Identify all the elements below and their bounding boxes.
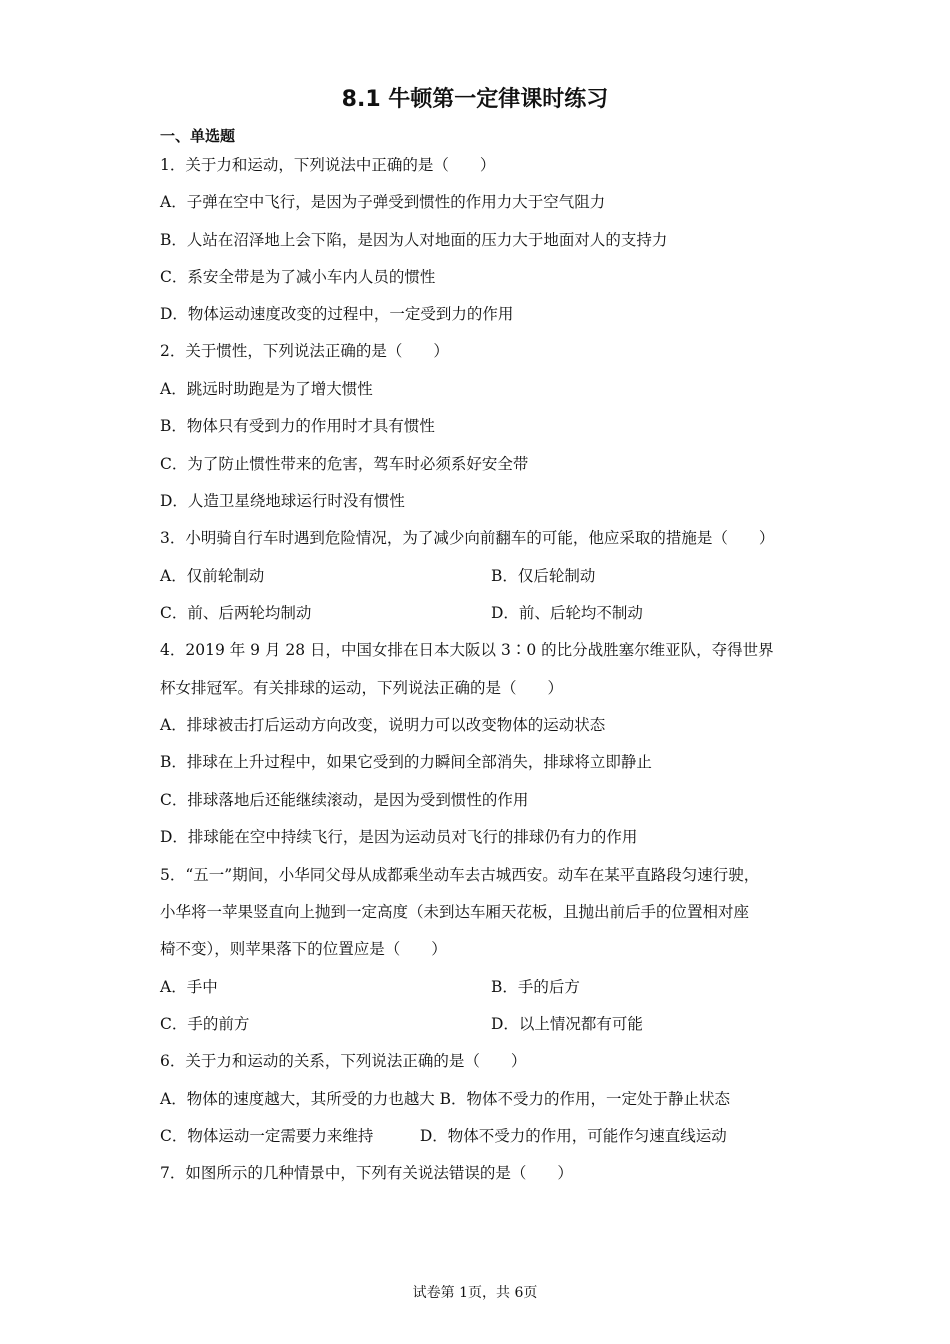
question-3: 3．小明骑自行车时遇到危险情况，为了减少向前翻车的可能，他应采取的措施是（ ） [160,529,775,547]
q1-option-b: B．人站在沼泽地上会下陷，是因为人对地面的压力大于地面对人的支持力 [160,231,668,249]
q2-option-a: A．跳远时助跑是为了增大惯性 [160,380,373,398]
q3-option-c: C．前、后两轮均制动 [160,604,312,622]
question-4-line-2: 杯女排冠军。有关排球的运动，下列说法正确的是（ ） [160,679,564,697]
q2-option-c: C．为了防止惯性带来的危害，驾车时必须系好安全带 [160,455,529,473]
q6-options-cd: C．物体运动一定需要力来维持 D．物体不受力的作用，可能作匀速直线运动 [160,1127,727,1145]
q3-option-b: B．仅后轮制动 [491,567,596,585]
q5-option-d: D．以上情况都有可能 [491,1015,643,1033]
q4-option-b: B．排球在上升过程中，如果它受到的力瞬间全部消失，排球将立即静止 [160,753,652,771]
section-heading: 一、单选题 [160,127,236,145]
question-1: 1．关于力和运动，下列说法中正确的是（ ） [160,156,496,174]
q6-options-ab: A．物体的速度越大，其所受的力也越大 B．物体不受力的作用，一定处于静止状态 [160,1090,731,1108]
question-5-line-1: 5．“五一”期间，小华同父母从成都乘坐动车去古城西安。动车在某平直路段匀速行驶， [160,866,760,884]
question-2: 2．关于惯性，下列说法正确的是（ ） [160,342,449,360]
q1-option-a: A．子弹在空中飞行，是因为子弹受到惯性的作用力大于空气阻力 [160,193,606,211]
page-footer: 试卷第 1页，共 6页 [412,1285,538,1301]
q1-option-c: C．系安全带是为了减小车内人员的惯性 [160,268,436,286]
page-title: 8.1 牛顿第一定律课时练习 [341,87,609,112]
question-6: 6．关于力和运动的关系，下列说法正确的是（ ） [160,1052,527,1070]
q4-option-c: C．排球落地后还能继续滚动，是因为受到惯性的作用 [160,791,529,809]
q5-option-c: C．手的前方 [160,1015,250,1033]
q3-option-a: A．仅前轮制动 [160,567,265,585]
q4-option-a: A．排球被击打后运动方向改变，说明力可以改变物体的运动状态 [160,716,606,734]
q5-option-b: B．手的后方 [491,978,580,996]
question-5-line-2: 小华将一苹果竖直向上抛到一定高度（未到达车厢天花板，且抛出前后手的位置相对座 [160,903,750,921]
q4-option-d: D．排球能在空中持续飞行，是因为运动员对飞行的排球仍有力的作用 [160,828,638,846]
question-5-line-3: 椅不变），则苹果落下的位置应是（ ） [160,940,447,958]
q2-option-b: B．物体只有受到力的作用时才具有惯性 [160,417,435,435]
q2-option-d: D．人造卫星绕地球运行时没有惯性 [160,492,405,510]
q3-option-d: D．前、后轮均不制动 [491,604,643,622]
q1-option-d: D．物体运动速度改变的过程中，一定受到力的作用 [160,305,514,323]
question-4-line-1: 4．2019 年 9 月 28 日，中国女排在日本大阪以 3∶0 的比分战胜塞尔维亚队，夺得世界 [160,641,774,659]
question-7: 7．如图所示的几种情景中，下列有关说法错误的是（ ） [160,1164,573,1182]
q5-option-a: A．手中 [160,978,218,996]
